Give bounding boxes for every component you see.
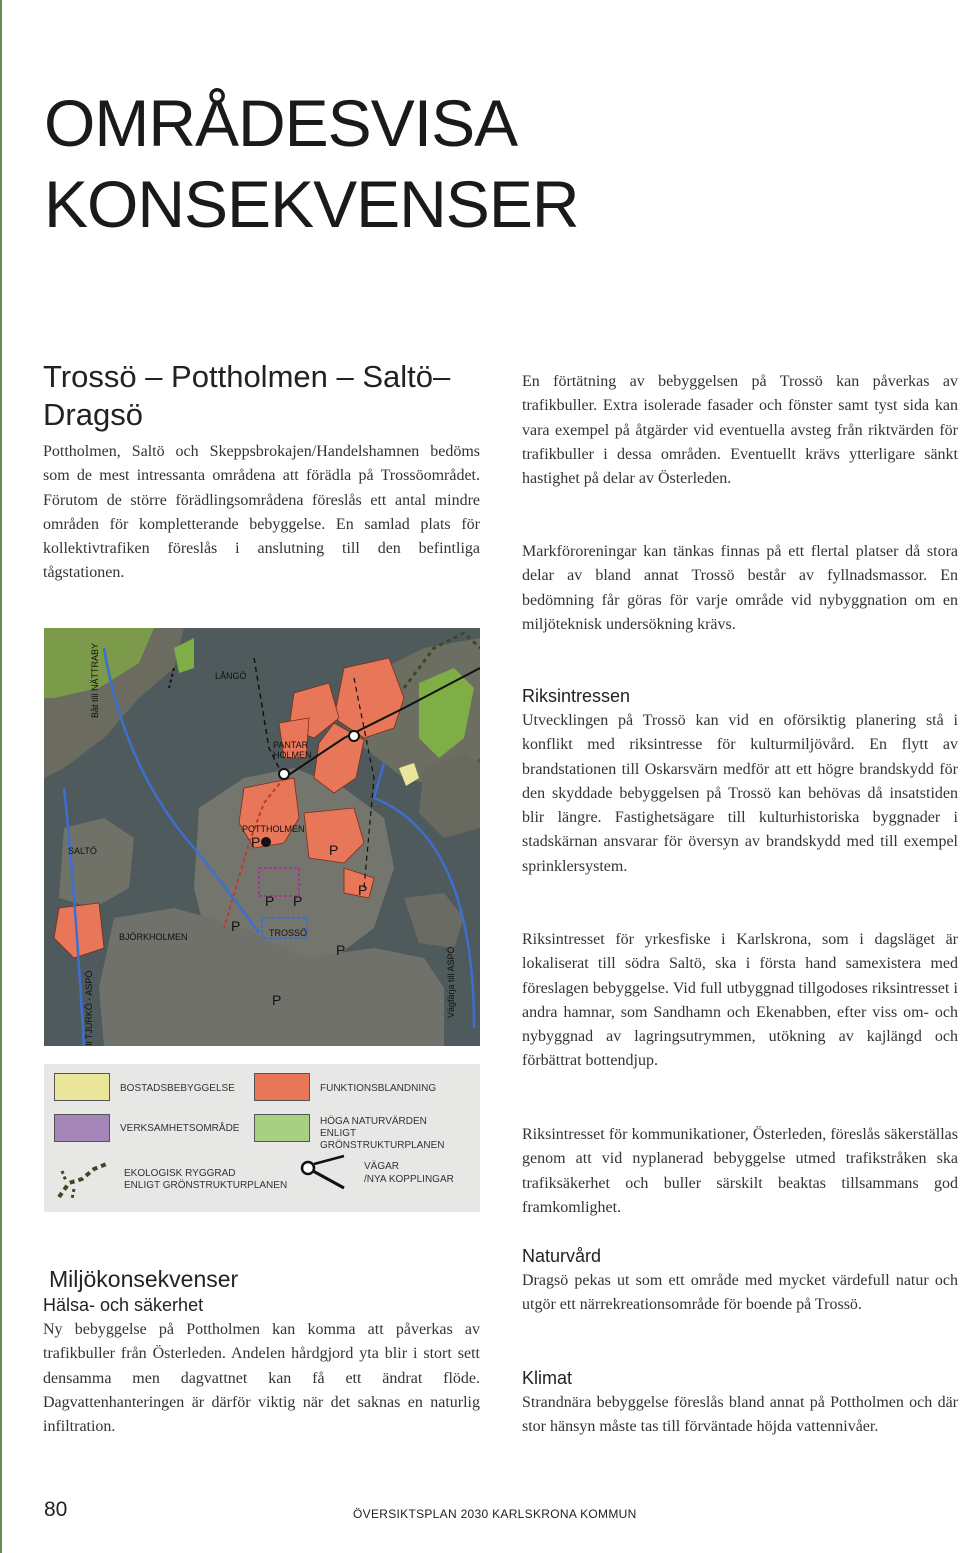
map-label-trosso: TROSSÖ xyxy=(269,928,308,938)
parking-marker-south2: P xyxy=(272,992,282,1008)
map-label-salto: SALTÖ xyxy=(68,846,97,856)
miljo-subheading: Hälsa- och säkerhet xyxy=(43,1295,204,1315)
map-label-tjurko-aspo: Il TJURKÖ - ASPÖ xyxy=(84,970,94,1046)
right-paragraph-1: En förtätning av bebyggelsen på Trossö kan påverkas av trafikbuller. Extra isolerade fasader och fönster samt tyst sida kan vara exempel på åtgärder vid eventuella avsteg från riktvärden för trafikbuller i dessa områden. Eventuellt krävs ytterligare sänkt hastighet på delar av Österleden. xyxy=(522,373,958,488)
parking-marker-pottholmen: P xyxy=(251,834,261,850)
page-number: 80 xyxy=(44,1498,68,1521)
legend-swatch-funktion xyxy=(254,1073,310,1101)
node-pantarholmen xyxy=(279,769,289,779)
map-legend xyxy=(44,1064,480,1212)
map-label-pottholmen: POTTHOLMEN xyxy=(242,824,305,834)
legend-label-eko-2: ENLIGT GRÖNSTRUKTURPLANEN xyxy=(124,1180,288,1191)
legend-swatch-verksamhet xyxy=(54,1114,110,1142)
parking-marker-station: P xyxy=(231,918,241,934)
page-title-line2: KONSEKVENSER xyxy=(44,167,579,241)
legend-label-bostad: BOSTADSBEBYGGELSE xyxy=(120,1083,235,1094)
legend-swatch-bostad xyxy=(54,1073,110,1101)
parking-marker-2: P xyxy=(293,893,303,909)
klimat-heading: Klimat xyxy=(522,1368,573,1388)
intro-paragraph: Pottholmen, Saltö och Skeppsbrokajen/Handelshamnen bedöms som de mest intressanta områdena att förädla på Trossöområdet. Förutom de större förädlingsområdena föreslås ett antal mindre områden för kompletterande bebyggelse. En samlad plats för kollektivtrafiken föreslås i anslutning till den befintliga tågstationen. xyxy=(43,443,480,582)
map-label-lango: LÅNGÖ xyxy=(215,671,247,681)
footer-document-title: ÖVERSIKTSPLAN 2030 KARLSKRONA KOMMUN xyxy=(353,1507,637,1521)
map-label-vagfarja-aspo: Vägfärja till ASPÖ xyxy=(446,946,456,1018)
legend-label-funktion: FUNKTIONSBLANDNING xyxy=(320,1083,437,1094)
map-figure xyxy=(44,628,480,1046)
map-label-holmen: HOLMEN xyxy=(273,750,312,760)
parking-marker-east: P xyxy=(358,882,368,898)
section-heading-line2: Dragsö xyxy=(43,397,143,432)
parking-marker-1: P xyxy=(265,893,275,909)
legend-label-eko-1: EKOLOGISK RYGGRAD xyxy=(124,1168,236,1179)
legend-label-vagar-2: /NYA KOPPLINGAR xyxy=(364,1174,454,1185)
miljo-paragraph: Ny bebyggelse på Pottholmen kan komma att påverkas av trafikbuller från Österleden. Andelen hårdgjord yta blir i stort sett densamma men dagvattnet kan få ett ändrat flöde. Dagvattenhanteringen är därför viktig när det saknas en naturlig infiltration. xyxy=(43,1321,480,1436)
legend-label-vagar-1: VÄGAR xyxy=(364,1161,400,1172)
legend-label-hoga-2: ENLIGT GRÖNSTRUKTURPLANEN xyxy=(320,1128,445,1151)
map-label-bjorkholmen: BJÖRKHOLMEN xyxy=(119,932,188,942)
right-paragraph-4: Riksintresset för yrkesfiske i Karlskrona, som i dagsläget är lokaliserat till södra Saltö, ska i första hand samexistera med föreslagen bebyggelse. Vid full utbyggnad tillgodoses riksintresset i andra hamnar, som Sandhamn och Ekenabben, efter viss om- och nybyggnad av lagringsutrymmen, utökning av kajlängd och förbättrat bottendjup. xyxy=(522,931,958,1070)
parking-marker-center: P xyxy=(329,842,339,858)
miljo-heading: Miljökonsekvenser xyxy=(49,1266,239,1292)
node-osterleden xyxy=(349,731,359,741)
naturvard-heading: Naturvård xyxy=(522,1246,602,1266)
eco-corridor-icon xyxy=(54,1159,114,1203)
map-label-pantar: PANTAR xyxy=(273,740,309,750)
right-paragraph-7: Strandnära bebyggelse föreslås bland annat på Pottholmen och där stor hänsyn måste tas till förväntade höjda vattennivåer. xyxy=(522,1394,958,1436)
riksintressen-heading: Riksintressen xyxy=(522,686,631,706)
legend-label-hoga-1: HÖGA NATURVÄRDEN xyxy=(320,1116,427,1127)
legend-swatch-hoga xyxy=(254,1114,310,1142)
legend-label-verksamhet: VERKSAMHETSOMRÅDE xyxy=(120,1123,240,1134)
page-edge-line xyxy=(0,0,2,1553)
parking-marker-south: P xyxy=(336,942,346,958)
node-pottholmen xyxy=(261,837,271,847)
section-heading-line1: Trossö – Pottholmen – Saltö– xyxy=(43,359,451,394)
right-paragraph-3: Utvecklingen på Trossö kan vid en oförsiktig planering stå i konflikt med riksintresse för kulturmiljövård. En flytt av brandstationen till Oskarsvärn medför att ett högre brandskydd för den skyddade bebyggelsen på Trossö kan behövas då insatstiden blir längre. Fastighetsägare till kulturhistoriska byggnader i stadskärnan ansvarar för översyn av brandskydd med till exempel sprinklersystem. xyxy=(522,712,958,875)
right-paragraph-5: Riksintresset för kommunikationer, Österleden, föreslås säkerställas genom att vid nyplanerad bebyggelse utmed trafikstråken ska trafiksäkerhet och buller särskilt beaktas tillsammans god framkomlighet. xyxy=(522,1126,958,1216)
map-graphic xyxy=(44,628,480,1046)
right-paragraph-2: Markföroreningar kan tänkas finnas på ett flertal platser då stora delar av bland annat Trossö består av fyllnadsmassor. En bedömning får göras för varje område vid nybyggnation om en miljöteknisk undersökning krävs. xyxy=(522,543,958,633)
page-title-line1: OMRÅDESVISA xyxy=(44,86,518,160)
road-connection-icon xyxy=(294,1152,354,1196)
map-label-bat-nattraby: Båt till NÄTTRABY xyxy=(90,642,100,718)
right-paragraph-6: Dragsö pekas ut som ett område med mycket värdefull natur och utgör ett närrekreationsområde för boende på Trossö. xyxy=(522,1272,958,1314)
